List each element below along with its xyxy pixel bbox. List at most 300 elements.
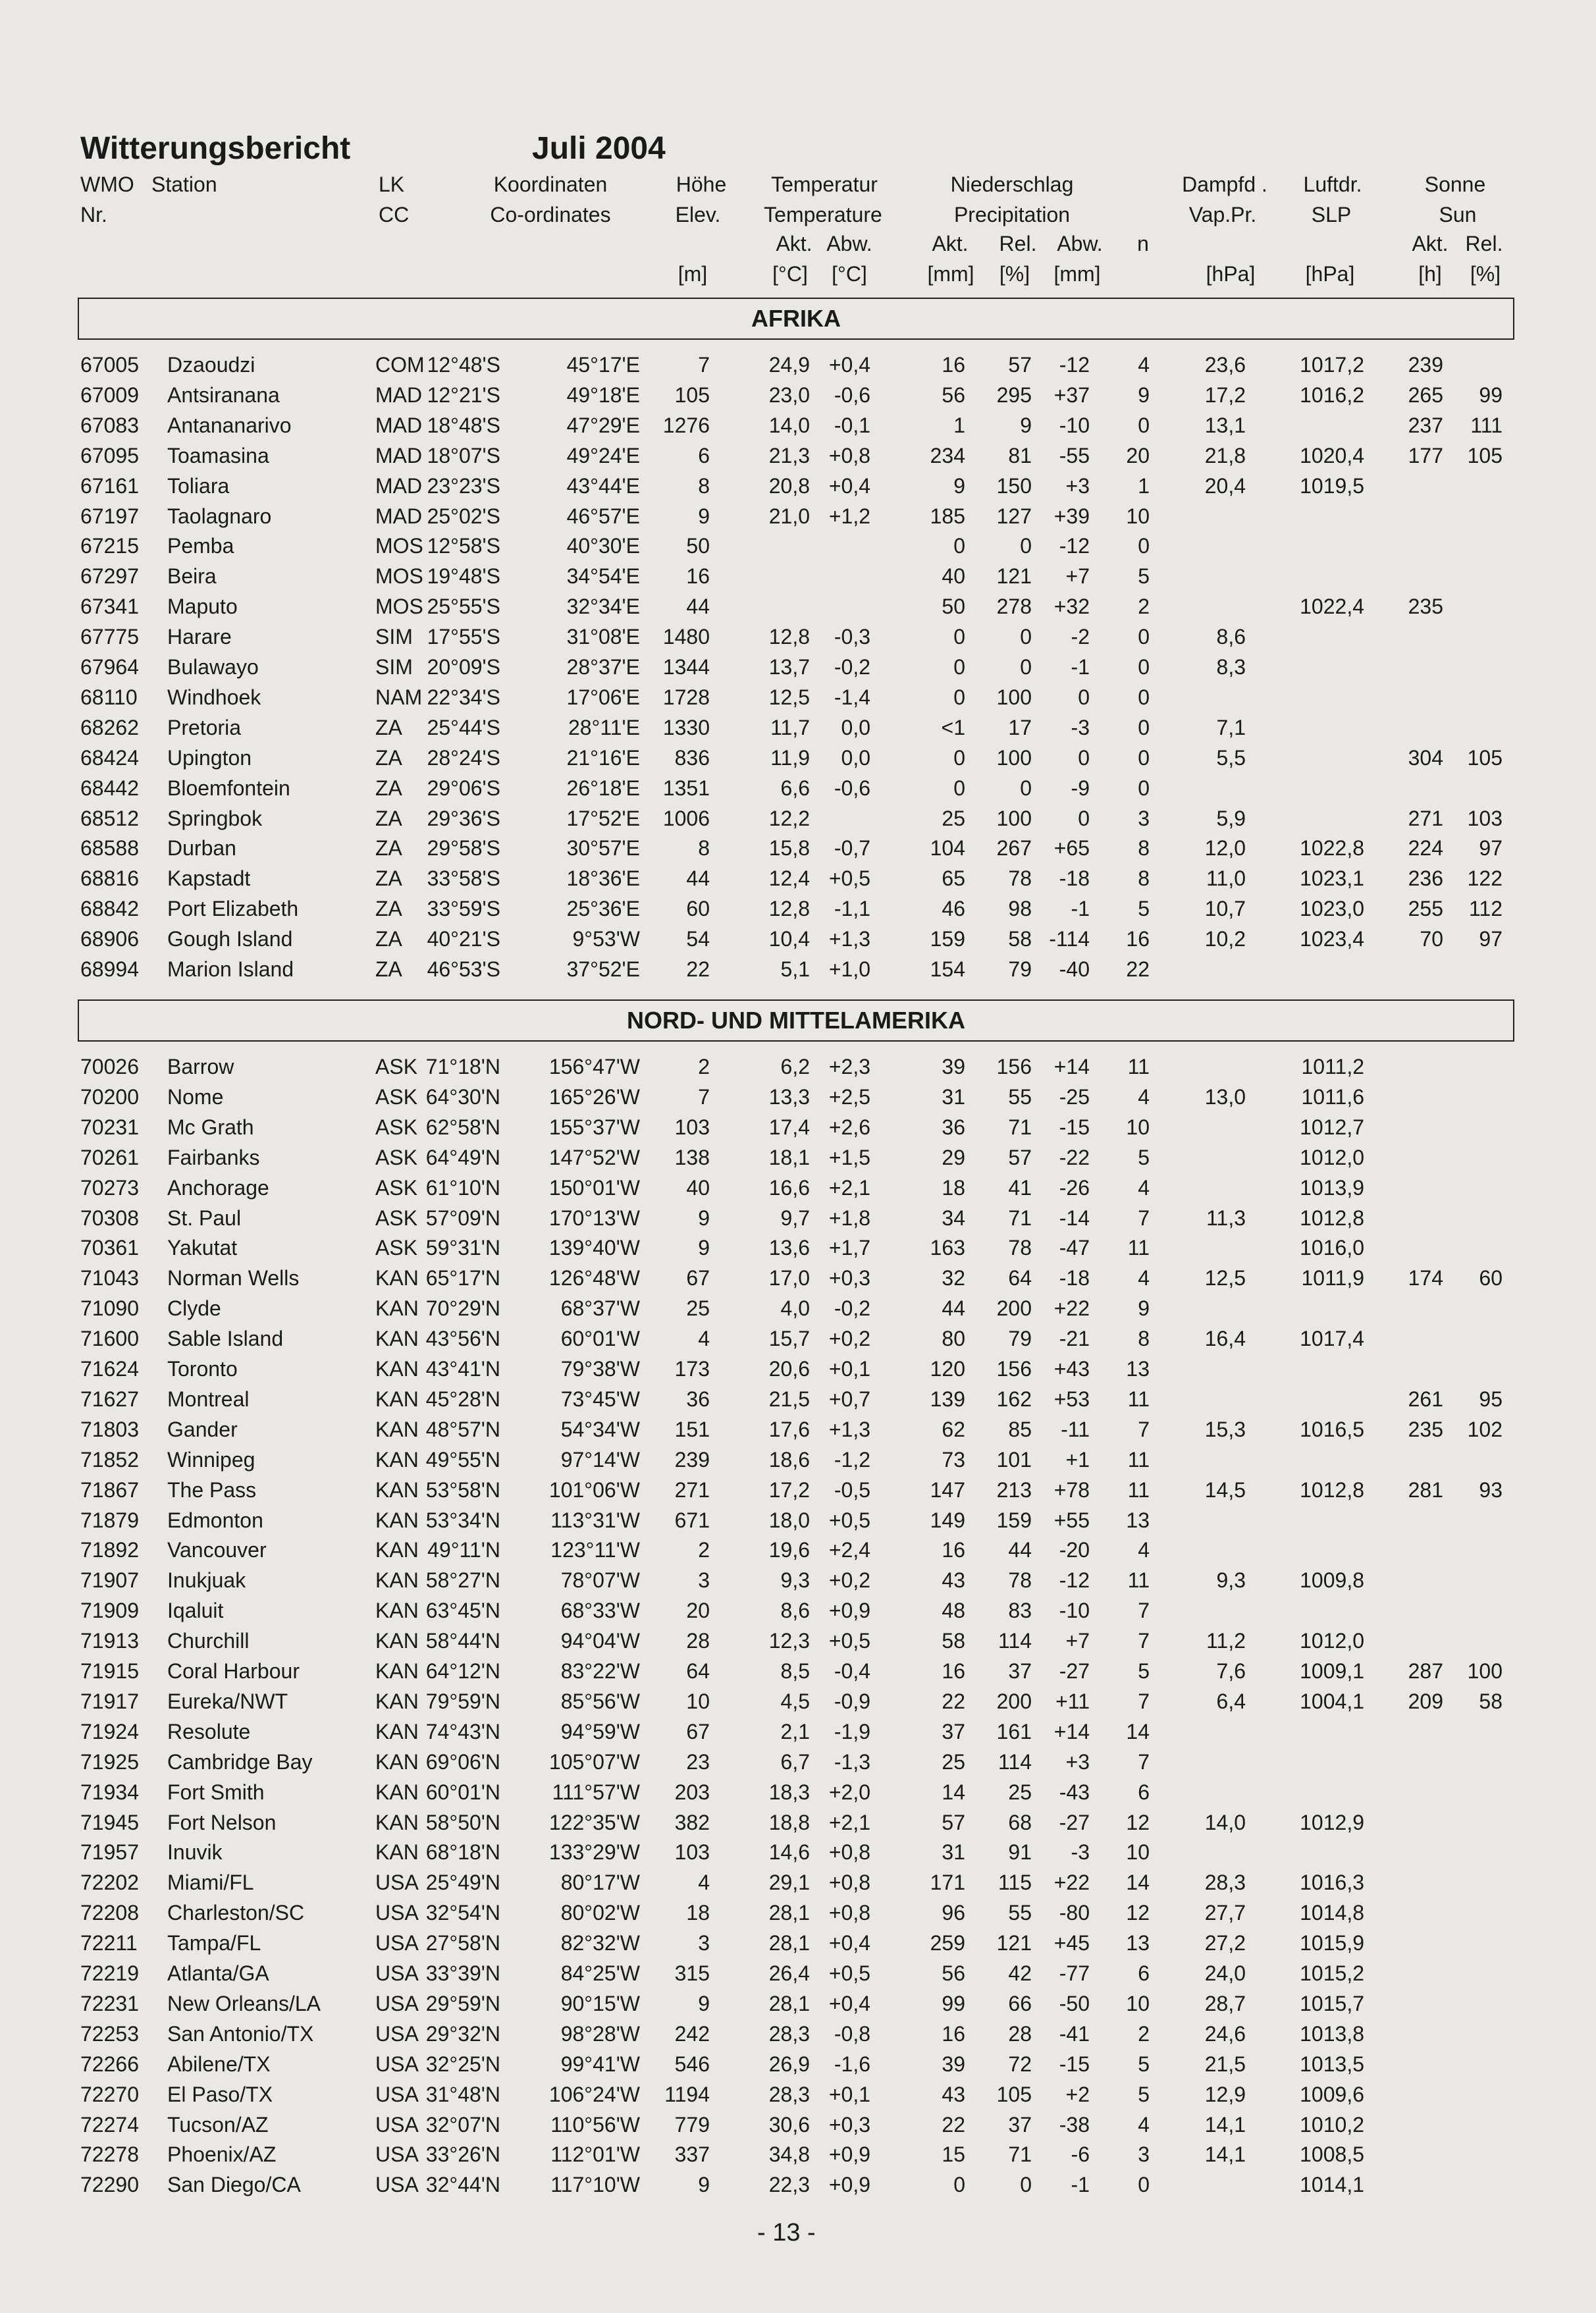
station-name-cell: San Diego/CA bbox=[167, 2173, 301, 2197]
precip-relative-cell: 0 bbox=[1020, 625, 1032, 649]
temp-actual-cell: 4,0 bbox=[780, 1296, 810, 1321]
section-title: NORD- UND MITTELAMERIKA bbox=[627, 1007, 965, 1034]
precip-actual-cell: 0 bbox=[953, 625, 965, 649]
station-name-cell: Tucson/AZ bbox=[167, 2112, 269, 2137]
precip-deviation-cell: -10 bbox=[1059, 1599, 1090, 1623]
precip-deviation-cell: +22 bbox=[1053, 1296, 1090, 1321]
latitude-cell: 64°12'N bbox=[425, 1659, 500, 1683]
table-row bbox=[0, 1750, 1596, 1780]
header-sun-akt: Akt. bbox=[1412, 232, 1449, 255]
temp-deviation-cell: -0,6 bbox=[834, 776, 870, 800]
report-title: Witterungsbericht bbox=[80, 131, 351, 166]
temp-actual-cell: 12,8 bbox=[768, 625, 810, 649]
precip-relative-cell: 91 bbox=[1008, 1840, 1032, 1865]
elevation-cell: 16 bbox=[686, 564, 710, 589]
table-row bbox=[0, 685, 1596, 716]
station-name-cell: Churchill bbox=[167, 1629, 250, 1653]
temp-actual-cell: 18,0 bbox=[768, 1508, 810, 1532]
temp-actual-cell: 11,9 bbox=[770, 745, 810, 770]
wmo-number-cell: 68424 bbox=[80, 745, 139, 770]
precip-deviation-cell: -40 bbox=[1059, 957, 1090, 981]
precip-deviation-cell: +55 bbox=[1053, 1508, 1090, 1532]
precip-days-cell: 4 bbox=[1138, 1538, 1150, 1562]
precip-relative-cell: 37 bbox=[1008, 1659, 1032, 1683]
sea-level-pressure-cell: 1022,4 bbox=[1300, 595, 1364, 619]
table-row bbox=[0, 1840, 1596, 1871]
header-elev: Höhe bbox=[676, 173, 727, 196]
elevation-cell: 105 bbox=[674, 383, 710, 407]
precip-relative-cell: 156 bbox=[996, 1357, 1032, 1381]
precip-days-cell: 9 bbox=[1138, 1296, 1150, 1321]
temp-actual-cell: 19,6 bbox=[768, 1538, 810, 1562]
station-name-cell: St. Paul bbox=[167, 1206, 242, 1230]
temp-actual-cell: 28,1 bbox=[768, 1931, 810, 1955]
precip-actual-cell: 9 bbox=[953, 473, 965, 498]
elevation-cell: 337 bbox=[674, 2142, 710, 2167]
table-row bbox=[0, 746, 1596, 776]
country-code-cell: KAN bbox=[375, 1599, 419, 1623]
latitude-cell: 49°55'N bbox=[425, 1447, 500, 1472]
longitude-cell: 28°37'E bbox=[566, 655, 640, 679]
header-precip-unit1: [mm] bbox=[927, 262, 974, 286]
precip-deviation-cell: -1 bbox=[1071, 2173, 1090, 2197]
sunshine-hours-cell: 271 bbox=[1408, 806, 1443, 830]
temp-deviation-cell: -0,8 bbox=[834, 2021, 870, 2046]
table-row bbox=[0, 1357, 1596, 1387]
header-precip-abw: Abw. bbox=[1057, 232, 1103, 255]
longitude-cell: 46°57'E bbox=[566, 504, 640, 528]
country-code-cell: KAN bbox=[375, 1296, 419, 1321]
precip-actual-cell: 163 bbox=[930, 1236, 965, 1260]
temp-deviation-cell: +0,5 bbox=[828, 866, 870, 891]
precip-deviation-cell: -77 bbox=[1059, 1961, 1090, 1985]
temp-deviation-cell: +1,8 bbox=[828, 1206, 870, 1230]
precip-deviation-cell: +45 bbox=[1053, 1931, 1090, 1955]
station-name-cell: Toronto bbox=[167, 1357, 238, 1381]
temp-actual-cell: 10,4 bbox=[768, 927, 810, 951]
temp-deviation-cell: +0,9 bbox=[828, 2173, 870, 2197]
longitude-cell: 110°56'W bbox=[550, 2112, 640, 2137]
country-code-cell: KAN bbox=[375, 1659, 419, 1683]
precip-relative-cell: 57 bbox=[1008, 1145, 1032, 1169]
precip-deviation-cell: +7 bbox=[1065, 1629, 1090, 1653]
longitude-cell: 80°02'W bbox=[560, 1901, 640, 1925]
latitude-cell: 49°11'N bbox=[427, 1538, 500, 1562]
vapour-pressure-cell: 14,0 bbox=[1204, 1810, 1246, 1834]
country-code-cell: KAN bbox=[375, 1780, 419, 1804]
station-name-cell: Maputo bbox=[167, 595, 238, 619]
station-name-cell: Charleston/SC bbox=[167, 1901, 305, 1925]
latitude-cell: 62°58'N bbox=[425, 1115, 500, 1139]
temp-deviation-cell: +1,3 bbox=[828, 1417, 870, 1441]
precip-relative-cell: 81 bbox=[1008, 443, 1032, 467]
precip-actual-cell: 0 bbox=[953, 534, 965, 558]
precip-days-cell: 9 bbox=[1138, 383, 1150, 407]
sea-level-pressure-cell: 1014,1 bbox=[1300, 2173, 1364, 2197]
precip-days-cell: 3 bbox=[1138, 2142, 1150, 2167]
vapour-pressure-cell: 5,5 bbox=[1216, 745, 1246, 770]
elevation-cell: 9 bbox=[698, 1206, 710, 1230]
temp-deviation-cell: -0,6 bbox=[834, 383, 870, 407]
station-name-cell: Kapstadt bbox=[167, 866, 251, 891]
precip-actual-cell: 73 bbox=[942, 1447, 965, 1472]
precip-relative-cell: 150 bbox=[996, 473, 1032, 498]
wmo-number-cell: 67083 bbox=[80, 413, 139, 437]
country-code-cell: SIM bbox=[375, 625, 413, 649]
precip-relative-cell: 267 bbox=[996, 836, 1032, 861]
country-code-cell: KAN bbox=[375, 1810, 419, 1834]
temp-actual-cell: 13,6 bbox=[768, 1236, 810, 1260]
elevation-cell: 546 bbox=[674, 2052, 710, 2076]
longitude-cell: 98°28'W bbox=[560, 2021, 640, 2046]
longitude-cell: 28°11'E bbox=[568, 715, 640, 739]
latitude-cell: 25°44'S bbox=[427, 715, 500, 739]
sunshine-hours-cell: 304 bbox=[1408, 745, 1443, 770]
latitude-cell: 64°49'N bbox=[425, 1145, 500, 1169]
country-code-cell: NAM bbox=[375, 685, 423, 709]
sea-level-pressure-cell: 1020,4 bbox=[1300, 443, 1364, 467]
vapour-pressure-cell: 27,2 bbox=[1204, 1931, 1246, 1955]
wmo-number-cell: 71934 bbox=[80, 1780, 139, 1804]
table-row bbox=[0, 1871, 1596, 1901]
precip-relative-cell: 121 bbox=[996, 1931, 1032, 1955]
latitude-cell: 32°44'N bbox=[425, 2173, 500, 2197]
longitude-cell: 170°13'W bbox=[548, 1206, 640, 1230]
header-elev-unit: [m] bbox=[678, 262, 708, 286]
wmo-number-cell: 71913 bbox=[80, 1629, 139, 1653]
station-name-cell: Pretoria bbox=[167, 715, 242, 739]
temp-deviation-cell: +0,4 bbox=[828, 473, 870, 498]
precip-days-cell: 2 bbox=[1138, 2021, 1150, 2046]
country-code-cell: ZA bbox=[375, 957, 402, 981]
precip-days-cell: 4 bbox=[1138, 1266, 1150, 1290]
precip-deviation-cell: +14 bbox=[1053, 1719, 1090, 1743]
country-code-cell: KAN bbox=[375, 1749, 419, 1774]
precip-days-cell: 6 bbox=[1138, 1961, 1150, 1985]
longitude-cell: 155°37'W bbox=[548, 1115, 640, 1139]
longitude-cell: 117°10'W bbox=[550, 2173, 640, 2197]
sea-level-pressure-cell: 1008,5 bbox=[1300, 2142, 1364, 2167]
precip-actual-cell: 56 bbox=[942, 383, 965, 407]
country-code-cell: MAD bbox=[375, 443, 423, 467]
temp-deviation-cell: +0,2 bbox=[828, 1327, 870, 1351]
longitude-cell: 49°18'E bbox=[566, 383, 640, 407]
wmo-number-cell: 71867 bbox=[80, 1477, 139, 1502]
sea-level-pressure-cell: 1012,8 bbox=[1300, 1477, 1364, 1502]
precip-relative-cell: 83 bbox=[1008, 1599, 1032, 1623]
elevation-cell: 1351 bbox=[662, 776, 710, 800]
latitude-cell: 25°49'N bbox=[425, 1871, 500, 1895]
wmo-number-cell: 72278 bbox=[80, 2142, 139, 2167]
header-sun-en: Sun bbox=[1439, 203, 1477, 226]
precip-days-cell: 0 bbox=[1138, 625, 1150, 649]
temp-deviation-cell: +0,9 bbox=[828, 2142, 870, 2167]
station-name-cell: Fort Nelson bbox=[167, 1810, 277, 1834]
country-code-cell: KAN bbox=[375, 1538, 419, 1562]
longitude-cell: 40°30'E bbox=[566, 534, 640, 558]
header-coords-en: Co-ordinates bbox=[490, 203, 611, 226]
precip-deviation-cell: +65 bbox=[1053, 836, 1090, 861]
station-name-cell: Vancouver bbox=[167, 1538, 267, 1562]
precip-deviation-cell: +22 bbox=[1053, 1871, 1090, 1895]
country-code-cell: KAN bbox=[375, 1447, 419, 1472]
elevation-cell: 7 bbox=[698, 1084, 710, 1109]
longitude-cell: 85°56'W bbox=[560, 1689, 640, 1713]
station-name-cell: Resolute bbox=[167, 1719, 251, 1743]
precip-deviation-cell: +1 bbox=[1065, 1447, 1090, 1472]
precip-actual-cell: 96 bbox=[942, 1901, 965, 1925]
precip-relative-cell: 17 bbox=[1008, 715, 1032, 739]
elevation-cell: 50 bbox=[686, 534, 710, 558]
temp-deviation-cell: +2,4 bbox=[828, 1538, 870, 1562]
table-row bbox=[0, 1296, 1596, 1327]
station-name-cell: Inukjuak bbox=[167, 1568, 246, 1593]
temp-actual-cell: 21,3 bbox=[768, 443, 810, 467]
latitude-cell: 25°02'S bbox=[427, 504, 500, 528]
wmo-number-cell: 70200 bbox=[80, 1084, 139, 1109]
temp-actual-cell: 13,7 bbox=[768, 655, 810, 679]
precip-actual-cell: 48 bbox=[942, 1599, 965, 1623]
temp-actual-cell: 14,0 bbox=[768, 413, 810, 437]
sunshine-relative-cell: 105 bbox=[1467, 443, 1503, 467]
wmo-number-cell: 67341 bbox=[80, 595, 139, 619]
precip-actual-cell: 16 bbox=[942, 1538, 965, 1562]
station-name-cell: Gander bbox=[167, 1417, 238, 1441]
precip-days-cell: 11 bbox=[1127, 1477, 1150, 1502]
sea-level-pressure-cell: 1023,0 bbox=[1300, 897, 1364, 921]
longitude-cell: 106°24'W bbox=[548, 2082, 640, 2106]
country-code-cell: MAD bbox=[375, 383, 423, 407]
station-name-cell: Clyde bbox=[167, 1296, 221, 1321]
wmo-number-cell: 72253 bbox=[80, 2021, 139, 2046]
country-code-cell: USA bbox=[375, 1931, 419, 1955]
temp-actual-cell: 12,2 bbox=[768, 806, 810, 830]
precip-relative-cell: 71 bbox=[1008, 1115, 1032, 1139]
table-row bbox=[0, 1236, 1596, 1266]
table-row bbox=[0, 2173, 1596, 2203]
precip-actual-cell: 120 bbox=[930, 1357, 965, 1381]
vapour-pressure-cell: 11,0 bbox=[1206, 866, 1246, 891]
precip-deviation-cell: -12 bbox=[1059, 353, 1090, 377]
temp-deviation-cell: 0,0 bbox=[841, 745, 870, 770]
precip-actual-cell: 22 bbox=[942, 2112, 965, 2137]
vapour-pressure-cell: 28,7 bbox=[1204, 1991, 1246, 2015]
precip-relative-cell: 105 bbox=[996, 2082, 1032, 2106]
precip-deviation-cell: -10 bbox=[1059, 413, 1090, 437]
table-row bbox=[0, 1720, 1596, 1750]
table-row bbox=[0, 1055, 1596, 1085]
sea-level-pressure-cell: 1009,8 bbox=[1300, 1568, 1364, 1593]
country-code-cell: USA bbox=[375, 1991, 419, 2015]
header-slp-en: SLP bbox=[1311, 203, 1352, 226]
elevation-cell: 36 bbox=[686, 1387, 710, 1411]
table-row bbox=[0, 1508, 1596, 1539]
header-lk: LK bbox=[379, 173, 405, 196]
temp-actual-cell: 14,6 bbox=[768, 1840, 810, 1865]
temp-deviation-cell: -1,2 bbox=[834, 1447, 870, 1472]
latitude-cell: 20°09'S bbox=[427, 655, 500, 679]
precip-deviation-cell: -2 bbox=[1071, 625, 1090, 649]
precip-relative-cell: 0 bbox=[1020, 655, 1032, 679]
precip-deviation-cell: -15 bbox=[1059, 2052, 1090, 2076]
elevation-cell: 67 bbox=[686, 1719, 710, 1743]
temp-actual-cell: 15,7 bbox=[768, 1327, 810, 1351]
wmo-number-cell: 71043 bbox=[80, 1266, 139, 1290]
station-name-cell: The Pass bbox=[167, 1477, 257, 1502]
country-code-cell: ZA bbox=[375, 715, 402, 739]
precip-deviation-cell: +37 bbox=[1053, 383, 1090, 407]
temp-deviation-cell: +0,9 bbox=[828, 1599, 870, 1623]
precip-relative-cell: 100 bbox=[996, 806, 1032, 830]
temp-deviation-cell: -1,6 bbox=[834, 2052, 870, 2076]
longitude-cell: 34°54'E bbox=[566, 564, 640, 589]
temp-actual-cell: 18,1 bbox=[768, 1145, 810, 1169]
table-row bbox=[0, 534, 1596, 564]
elevation-cell: 836 bbox=[674, 745, 710, 770]
vapour-pressure-cell: 12,5 bbox=[1204, 1266, 1246, 1290]
elevation-cell: 1006 bbox=[662, 806, 710, 830]
longitude-cell: 18°36'E bbox=[566, 866, 640, 891]
vapour-pressure-cell: 13,1 bbox=[1204, 413, 1246, 437]
precip-actual-cell: 16 bbox=[942, 1659, 965, 1683]
temp-deviation-cell: -0,4 bbox=[834, 1659, 870, 1683]
country-code-cell: ASK bbox=[375, 1055, 418, 1078]
precip-deviation-cell: -12 bbox=[1059, 1568, 1090, 1593]
precip-days-cell: 13 bbox=[1126, 1931, 1150, 1955]
temp-actual-cell: 26,4 bbox=[768, 1961, 810, 1985]
sunshine-relative-cell: 97 bbox=[1479, 836, 1503, 861]
country-code-cell: USA bbox=[375, 1961, 419, 1985]
vapour-pressure-cell: 24,0 bbox=[1204, 1961, 1246, 1985]
table-row bbox=[0, 383, 1596, 413]
longitude-cell: 80°17'W bbox=[560, 1871, 640, 1895]
station-name-cell: Iqaluit bbox=[167, 1599, 224, 1623]
sunshine-hours-cell: 239 bbox=[1408, 353, 1443, 377]
table-row bbox=[0, 2083, 1596, 2113]
country-code-cell: KAN bbox=[375, 1477, 419, 1502]
precip-days-cell: 7 bbox=[1138, 1417, 1150, 1441]
sunshine-hours-cell: 265 bbox=[1408, 383, 1443, 407]
temp-deviation-cell: +0,8 bbox=[828, 443, 870, 467]
precip-deviation-cell: -26 bbox=[1059, 1175, 1090, 1200]
precip-deviation-cell: -41 bbox=[1059, 2021, 1090, 2046]
elevation-cell: 18 bbox=[686, 1901, 710, 1925]
vapour-pressure-cell: 5,9 bbox=[1216, 806, 1246, 830]
temp-actual-cell: 12,5 bbox=[768, 685, 810, 709]
wmo-number-cell: 70273 bbox=[80, 1175, 139, 1200]
precip-relative-cell: 78 bbox=[1008, 1236, 1032, 1260]
precip-deviation-cell: +3 bbox=[1065, 1749, 1090, 1774]
precip-days-cell: 7 bbox=[1138, 1689, 1150, 1713]
sunshine-hours-cell: 281 bbox=[1408, 1477, 1443, 1502]
station-name-cell: Miami/FL bbox=[167, 1871, 254, 1895]
station-name-cell: Bloemfontein bbox=[167, 776, 290, 800]
sea-level-pressure-cell: 1019,5 bbox=[1300, 473, 1364, 498]
precip-relative-cell: 57 bbox=[1008, 353, 1032, 377]
precip-actual-cell: 234 bbox=[930, 443, 965, 467]
vapour-pressure-cell: 13,0 bbox=[1204, 1084, 1246, 1109]
temp-actual-cell: 20,6 bbox=[768, 1357, 810, 1381]
temp-deviation-cell: +2,6 bbox=[828, 1115, 870, 1139]
table-row bbox=[0, 897, 1596, 927]
header-precip-unit3: [mm] bbox=[1053, 262, 1101, 286]
precip-deviation-cell: +11 bbox=[1055, 1689, 1090, 1713]
table-row bbox=[0, 957, 1596, 988]
wmo-number-cell: 68842 bbox=[80, 897, 139, 921]
precip-relative-cell: 72 bbox=[1008, 2052, 1032, 2076]
temp-deviation-cell: +0,5 bbox=[828, 1961, 870, 1985]
station-name-cell: Beira bbox=[167, 564, 217, 589]
sea-level-pressure-cell: 1012,8 bbox=[1300, 1206, 1364, 1230]
longitude-cell: 37°52'E bbox=[566, 957, 640, 981]
temp-deviation-cell: +1,7 bbox=[828, 1236, 870, 1260]
elevation-cell: 9 bbox=[698, 1991, 710, 2015]
precip-actual-cell: 159 bbox=[930, 927, 965, 951]
table-row bbox=[0, 1387, 1596, 1418]
sea-level-pressure-cell: 1004,1 bbox=[1300, 1689, 1364, 1713]
precip-actual-cell: 22 bbox=[942, 1689, 965, 1713]
temp-deviation-cell: -0,5 bbox=[834, 1477, 870, 1502]
elevation-cell: 7 bbox=[698, 353, 710, 377]
sea-level-pressure-cell: 1012,0 bbox=[1300, 1145, 1364, 1169]
temp-deviation-cell: -0,9 bbox=[834, 1689, 870, 1713]
longitude-cell: 45°17'E bbox=[566, 353, 640, 377]
table-row bbox=[0, 1599, 1596, 1629]
temp-deviation-cell: 0,0 bbox=[841, 715, 870, 739]
precip-deviation-cell: +53 bbox=[1053, 1387, 1090, 1411]
sea-level-pressure-cell: 1009,1 bbox=[1300, 1659, 1364, 1683]
temp-actual-cell: 6,2 bbox=[780, 1055, 810, 1078]
latitude-cell: 58°44'N bbox=[425, 1629, 500, 1653]
latitude-cell: 64°30'N bbox=[425, 1084, 500, 1109]
precip-deviation-cell: -1 bbox=[1071, 897, 1090, 921]
elevation-cell: 67 bbox=[686, 1266, 710, 1290]
section-title: AFRIKA bbox=[751, 305, 841, 332]
temp-deviation-cell: -0,2 bbox=[834, 655, 870, 679]
precip-days-cell: 0 bbox=[1138, 715, 1150, 739]
wmo-number-cell: 68110 bbox=[80, 685, 138, 709]
precip-days-cell: 3 bbox=[1138, 806, 1150, 830]
header-precip-unit2: [%] bbox=[999, 262, 1030, 286]
station-name-cell: New Orleans/LA bbox=[167, 1991, 321, 2015]
precip-days-cell: 4 bbox=[1138, 2112, 1150, 2137]
precip-relative-cell: 79 bbox=[1008, 1327, 1032, 1351]
sunshine-relative-cell: 60 bbox=[1479, 1266, 1503, 1290]
sunshine-relative-cell: 103 bbox=[1467, 806, 1503, 830]
precip-actual-cell: 31 bbox=[942, 1840, 965, 1865]
latitude-cell: 31°48'N bbox=[425, 2082, 500, 2106]
sunshine-relative-cell: 95 bbox=[1479, 1387, 1503, 1411]
temp-deviation-cell: +0,5 bbox=[828, 1629, 870, 1653]
table-row bbox=[0, 444, 1596, 474]
header-temp-en: Temperature bbox=[764, 203, 882, 226]
wmo-number-cell: 67775 bbox=[80, 625, 139, 649]
station-name-cell: Antsiranana bbox=[167, 383, 280, 407]
latitude-cell: 46°53'S bbox=[427, 957, 500, 981]
sea-level-pressure-cell: 1016,5 bbox=[1300, 1417, 1364, 1441]
latitude-cell: 29°59'N bbox=[425, 1991, 500, 2015]
elevation-cell: 22 bbox=[686, 957, 710, 981]
wmo-number-cell: 71917 bbox=[80, 1689, 139, 1713]
country-code-cell: KAN bbox=[375, 1719, 419, 1743]
temp-deviation-cell: -0,7 bbox=[834, 836, 870, 861]
latitude-cell: 29°06'S bbox=[427, 776, 500, 800]
wmo-number-cell: 67197 bbox=[80, 504, 139, 528]
precip-days-cell: 5 bbox=[1138, 2082, 1150, 2106]
header-slp: Luftdr. bbox=[1303, 173, 1362, 196]
section-header-afrika bbox=[78, 298, 1514, 340]
precip-actual-cell: 259 bbox=[930, 1931, 965, 1955]
